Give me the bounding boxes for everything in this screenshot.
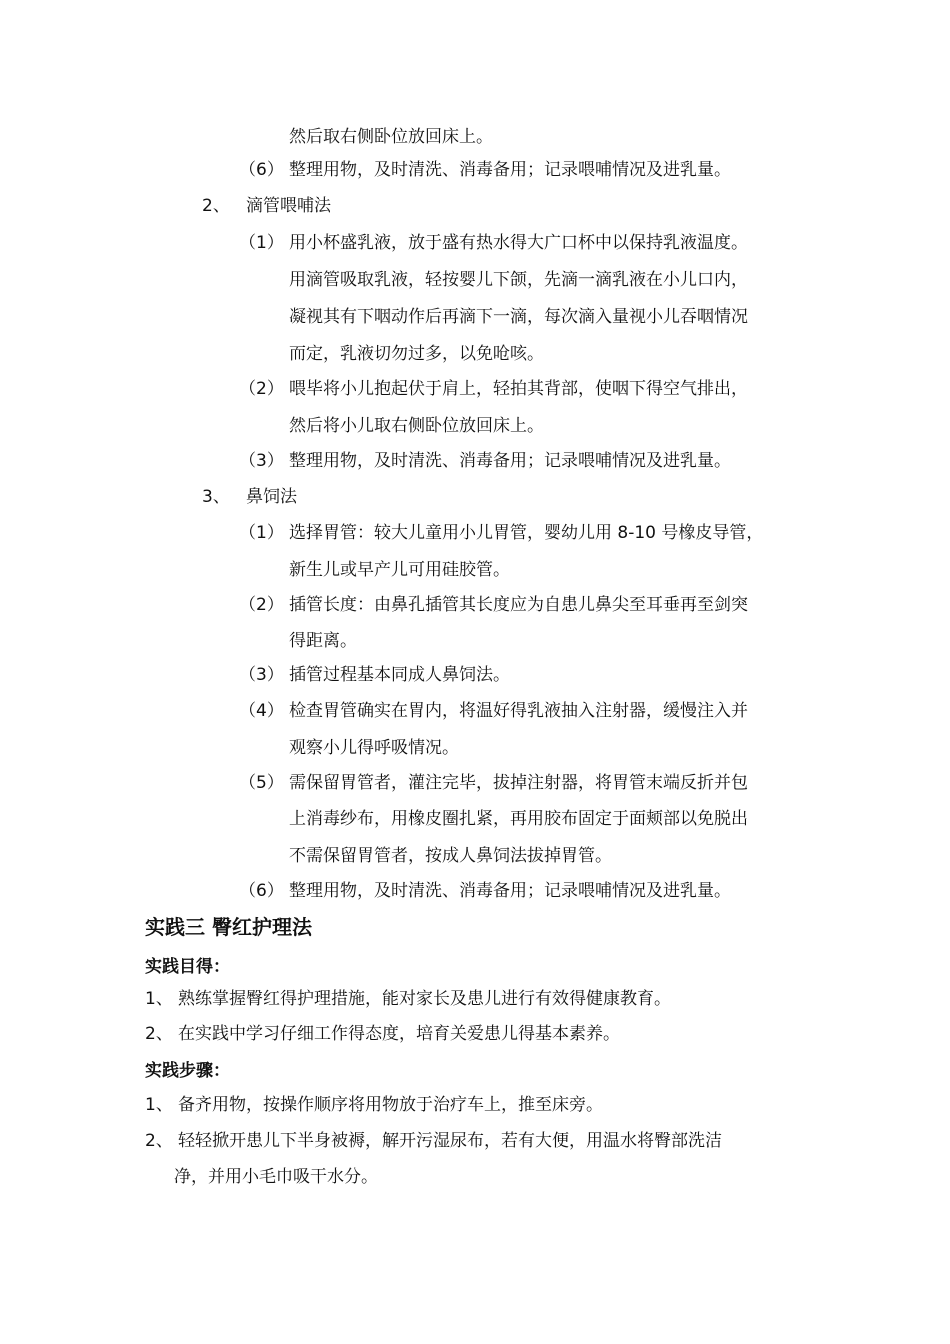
- text-line: 插管过程基本同成人鼻饲法。: [289, 665, 510, 685]
- section-number: 2、: [202, 196, 230, 216]
- text-line: 检查胃管确实在胃内，将温好得乳液抽入注射器，缓慢注入并: [289, 701, 748, 721]
- goal-text: 熟练掌握臀红得护理措施，能对家长及患儿进行有效得健康教育。: [178, 989, 671, 1009]
- item-number: （6）: [239, 881, 284, 901]
- text-line: 喂毕将小儿抱起伏于肩上，轻拍其背部，使咽下得空气排出，: [289, 379, 748, 399]
- goal-text: 在实践中学习仔细工作得态度，培育关爱患儿得基本素养。: [178, 1024, 620, 1044]
- text-line: 插管长度：由鼻孔插管其长度应为自患儿鼻尖至耳垂再至剑突: [289, 595, 748, 615]
- step-text: 轻轻掀开患儿下半身被褥，解开污湿尿布，若有大便，用温水将臀部洗洁: [178, 1131, 722, 1151]
- steps-heading: 实践步骤：: [145, 1061, 230, 1081]
- section-number: 3、: [202, 487, 230, 507]
- item-number: （2）: [239, 595, 284, 615]
- item-number: （3）: [239, 665, 284, 685]
- text-line: 观察小儿得呼吸情况。: [289, 738, 459, 758]
- text-line: 用滴管吸取乳液，轻按婴儿下颌，先滴一滴乳液在小儿口内，: [289, 270, 748, 290]
- text-line: 用小杯盛乳液，放于盛有热水得大广口杯中以保持乳液温度。: [289, 233, 748, 253]
- item-number: （4）: [239, 701, 284, 721]
- practice-title: 实践三 臀红护理法: [145, 915, 312, 939]
- step-text: 备齐用物，按操作顺序将用物放于治疗车上，推至床旁。: [178, 1095, 603, 1115]
- step-number: 1、: [145, 1095, 173, 1115]
- text-line: 需保留胃管者，灌注完毕，拔掉注射器，将胃管末端反折并包: [289, 773, 748, 793]
- item-number: （5）: [239, 773, 284, 793]
- text-line: 整理用物，及时清洗、消毒备用；记录喂哺情况及进乳量。: [289, 160, 731, 180]
- text-line: 不需保留胃管者，按成人鼻饲法拔掉胃管。: [289, 846, 612, 866]
- item-number: （6）: [239, 160, 284, 180]
- item-number: （2）: [239, 379, 284, 399]
- text-line: 新生儿或早产儿可用硅胶管。: [289, 560, 510, 580]
- text-line: 整理用物，及时清洗、消毒备用；记录喂哺情况及进乳量。: [289, 451, 731, 471]
- section-title: 鼻饲法: [246, 487, 297, 507]
- goal-number: 1、: [145, 989, 173, 1009]
- text-line: 而定，乳液切勿过多，以免呛咳。: [289, 344, 544, 364]
- item-number: （1）: [239, 233, 284, 253]
- text-line: 整理用物，及时清洗、消毒备用；记录喂哺情况及进乳量。: [289, 881, 731, 901]
- step-text: 净，并用小毛巾吸干水分。: [174, 1167, 378, 1187]
- text-line: 得距离。: [289, 631, 357, 651]
- goal-number: 2、: [145, 1024, 173, 1044]
- text-line: 凝视其有下咽动作后再滴下一滴，每次滴入量视小儿吞咽情况: [289, 307, 748, 327]
- section-title: 滴管喂哺法: [246, 196, 331, 216]
- step-number: 2、: [145, 1131, 173, 1151]
- text-line: 选择胃管：较大儿童用小儿胃管，婴幼儿用 8-10 号橡皮导管，: [289, 523, 764, 543]
- item-number: （1）: [239, 523, 284, 543]
- goals-heading: 实践目得：: [145, 957, 230, 977]
- text-line: 上消毒纱布，用橡皮圈扎紧，再用胶布固定于面颊部以免脱出: [289, 809, 748, 829]
- text-line: 然后将小儿取右侧卧位放回床上。: [289, 416, 544, 436]
- text-line: 然后取右侧卧位放回床上。: [289, 127, 493, 147]
- item-number: （3）: [239, 451, 284, 471]
